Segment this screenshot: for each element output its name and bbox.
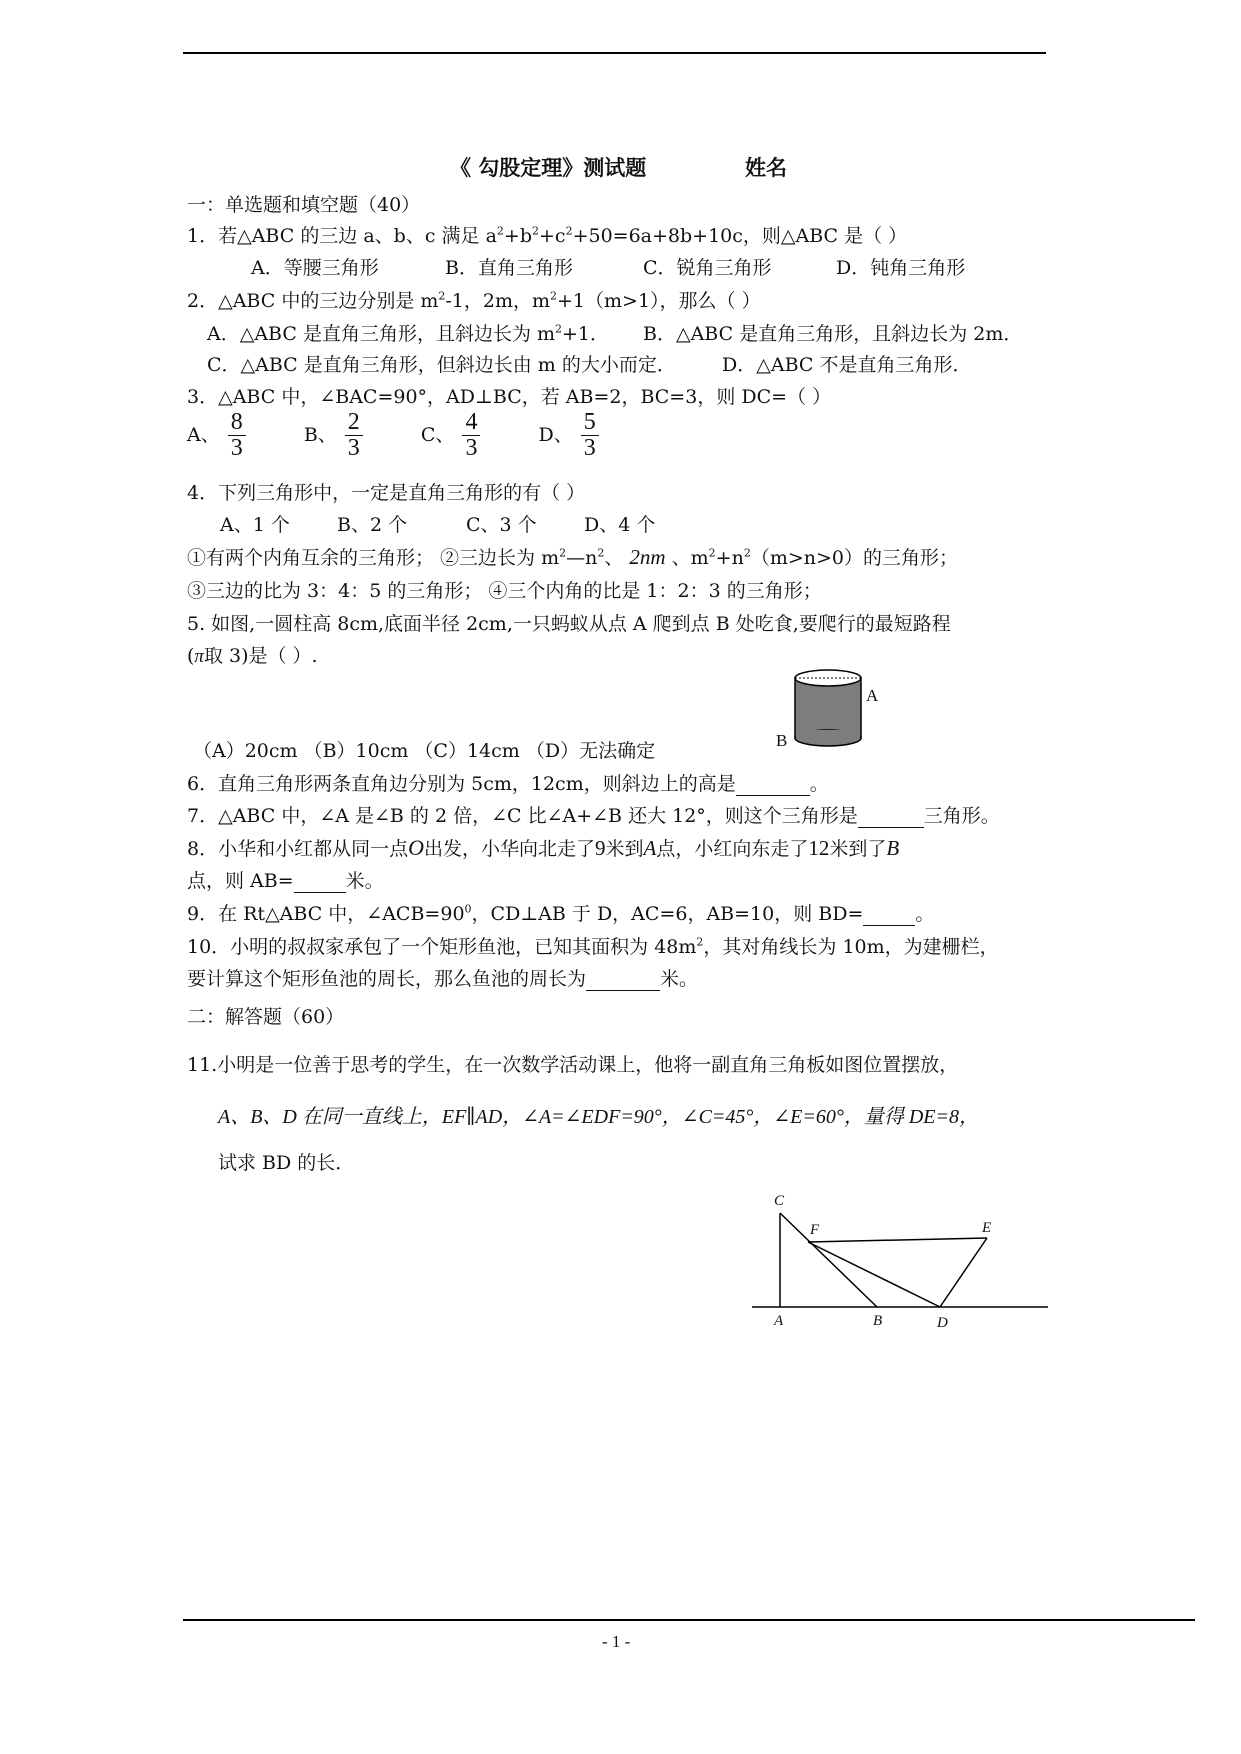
triangles-figure — [740, 1195, 1060, 1335]
q3-option-b: B、 $\frac{2}{3}$ — [304, 424, 371, 446]
q4-option-d: D、4 个 — [584, 514, 656, 536]
fraction: $\frac{2}{3}$ — [345, 410, 363, 461]
name-label: 姓名 — [745, 156, 787, 180]
question-3: 3．△ABC 中，∠BAC=90°，AD⊥BC，若 AB=2，BC=3，则 DC=（ ） — [187, 386, 832, 408]
q3-option-c: C、 $\frac{4}{3}$ — [421, 424, 489, 446]
answer-blank — [858, 805, 924, 828]
q3-option-a: A、 $\frac{8}{3}$ — [187, 424, 254, 446]
question-8-line-2: 点，则 AB= 米。 — [187, 870, 384, 892]
side-fd — [808, 1242, 940, 1307]
question-10-line-2: 要计算这个矩形鱼池的周长，那么鱼池的周长为 米。 — [187, 968, 699, 990]
q3-options — [187, 410, 607, 461]
q5-options: （A）20cm （B）10cm （C）14cm （D）无法确定 — [193, 740, 656, 762]
question-4: 4．下列三角形中，一定是直角三角形的有（ ） — [187, 482, 586, 504]
page-number: - 1 - — [602, 1632, 631, 1651]
q3-option-d: D、 $\frac{5}{3}$ — [539, 424, 607, 446]
question-11-line-2: A、B、D 在同一直线上，EF∥AD，∠A=∠EDF=90°，∠C=45°，∠E=60°，量得 DE=8， — [218, 1106, 980, 1128]
q4-option-b: B、2 个 — [337, 514, 408, 536]
side-ed — [940, 1238, 987, 1307]
cylinder-label-a: A — [866, 686, 879, 705]
q4-option-a: A、1 个 — [220, 514, 290, 536]
fraction: $\frac{4}{3}$ — [462, 410, 480, 461]
label-c: C — [774, 1193, 785, 1209]
question-8: 8．小华和小红都从同一点O出发，小华向北走了9米到A点，小红向东走了12米到了B — [187, 835, 900, 860]
q4-statement-2: ③三边的比为 3：4：5 的三角形； ④三个内角的比是 1：2：3 的三角形； — [187, 580, 822, 602]
header-rule — [183, 52, 1046, 54]
question-7: 7．△ABC 中，∠A 是∠B 的 2 倍，∠C 比∠A+∠B 还大 12°，则这个三角形是 三角形。 — [187, 805, 1000, 827]
section-2-heading: 二：解答题（60） — [187, 1006, 345, 1028]
side-fe — [808, 1238, 987, 1242]
q1-option-a: A．等腰三角形 — [251, 257, 379, 279]
label-a: A — [774, 1313, 784, 1329]
question-2: 2．△ABC 中的三边分别是 $m^2-1$，2m，$m^2+1(m>1)$，那么（ ） — [187, 289, 761, 312]
cylinder-label-b: B — [776, 731, 788, 750]
cylinder-body — [795, 678, 861, 738]
q1-option-b: B．直角三角形 — [445, 257, 573, 279]
q4-option-c: C、3 个 — [466, 514, 537, 536]
fraction: $\frac{5}{3}$ — [581, 410, 599, 461]
question-11: 11.小明是一位善于思考的学生，在一次数学活动课上，他将一副直角三角板如图位置摆放， — [187, 1054, 959, 1076]
answer-blank — [863, 903, 915, 926]
question-1: 1．若△ABC 的三边 a、b、c 满足 $a^2+b^2+c^2+50=6a+8b+10c$，则△ABC 是（ ） — [187, 224, 908, 247]
section-1-heading: 一：单选题和填空题（40） — [187, 194, 421, 216]
q2-option-b: B．△ABC 是直角三角形，且斜边长为 2m． — [643, 323, 1023, 345]
q1-option-d: D．钝角三角形 — [836, 257, 966, 279]
q2-option-c: C．△ABC 是直角三角形，但斜边长由 m 的大小而定． — [207, 354, 676, 376]
label-d: D — [937, 1315, 948, 1331]
q2-option-a: A．△ABC 是直角三角形，且斜边长为 $m^2+1$． — [207, 322, 610, 345]
q2-option-d: D．△ABC 不是直角三角形． — [722, 354, 972, 376]
label-f: F — [810, 1222, 820, 1238]
question-5-line-2: (π取 3)是（ ）. — [187, 645, 318, 667]
question-10: 10．小明的叔叔家承包了一个矩形鱼池，已知其面积为 $48m^2$，其对角线长为 10m，为建栅栏， — [187, 935, 999, 958]
fraction: $\frac{8}{3}$ — [228, 410, 246, 461]
question-5: 5. 如图,一圆柱高 8cm,底面半径 2cm,一只蚂蚁从点 A 爬到点 B 处吃食,要爬行的最短路程 — [187, 613, 951, 635]
label-e: E — [982, 1220, 992, 1236]
label-b: B — [873, 1313, 883, 1329]
side-cb — [780, 1213, 877, 1307]
question-6: 6．直角三角形两条直角边分别为 5cm，12cm，则斜边上的高是 。 — [187, 773, 829, 795]
question-9: 9．在 Rt△ABC 中，$\angle ACB=90^0$，CD⊥AB 于 D，AC=6，AB=10，则 BD= 。 — [187, 902, 935, 925]
question-11-line-3: 试求 BD 的长． — [218, 1152, 355, 1174]
answer-blank — [586, 968, 660, 991]
answer-blank — [294, 870, 346, 893]
answer-blank — [736, 773, 810, 796]
q4-statement-1: ①有两个内角互余的三角形； ②三边长为 $m^2—n^2$、 2nm 、$m^2+n^2(m>n>0)$的三角形； — [187, 545, 959, 569]
q1-option-c: C．锐角三角形 — [643, 257, 772, 279]
footer-rule — [183, 1619, 1195, 1621]
page-title: 《 勾股定理》测试题 — [450, 156, 647, 180]
cylinder-figure — [780, 660, 890, 760]
